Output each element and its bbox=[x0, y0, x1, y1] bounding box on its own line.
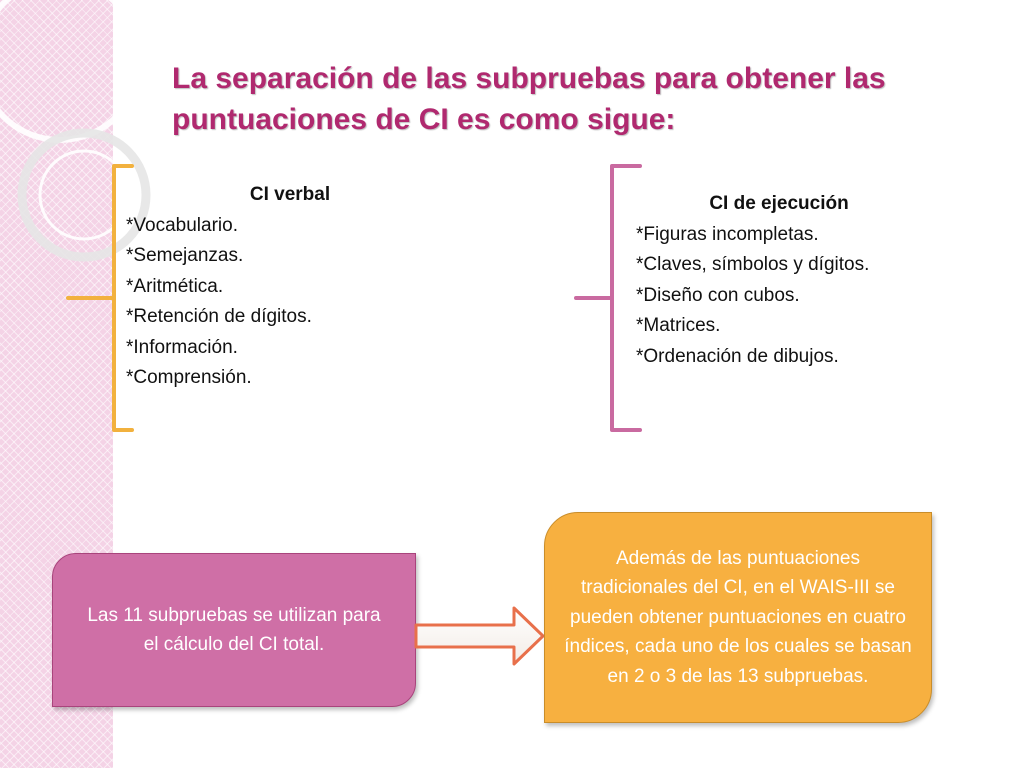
list-item: *Información. bbox=[126, 336, 238, 358]
list-item: *Figuras incompletas. bbox=[636, 223, 819, 245]
wais-indices-text: Además de las puntuaciones tradicionales del CI, en el WAIS-III se pueden obtener puntuaciones en cuatro índices, cada uno de los cuales se basan en 2 o 3 de las 13 subpruebas. bbox=[564, 547, 912, 687]
list-item: *Retención de dígitos. bbox=[126, 306, 312, 327]
list-item: *Matrices. bbox=[636, 315, 721, 336]
total-ci-box bbox=[52, 553, 416, 707]
list-item: *Vocabulario. bbox=[126, 214, 238, 236]
slide-title: La separación de las subpruebas para obtener las puntuaciones de CI es como sigue: bbox=[172, 62, 886, 136]
list-item: *Ordenación de dibujos. bbox=[636, 345, 839, 367]
ci-ejecucion-list bbox=[636, 189, 976, 372]
list-item: *Semejanzas. bbox=[126, 245, 244, 266]
right-arrow bbox=[414, 605, 546, 667]
ci-ejecucion-heading: CI de ejecución bbox=[709, 193, 849, 214]
list-item: *Aritmética. bbox=[126, 275, 224, 297]
wais-indices-box bbox=[544, 512, 932, 723]
left-brace-ejecucion bbox=[570, 160, 646, 436]
ci-verbal-heading: CI verbal bbox=[249, 184, 331, 205]
list-item: *Claves, símbolos y dígitos. bbox=[636, 254, 870, 275]
ci-verbal-list bbox=[126, 180, 456, 394]
list-item: *Comprensión. bbox=[126, 367, 252, 388]
list-item: *Diseño con cubos. bbox=[636, 284, 800, 306]
total-ci-text: Las 11 subpruebas se utilizan para el cálculo del CI total. bbox=[87, 605, 381, 655]
